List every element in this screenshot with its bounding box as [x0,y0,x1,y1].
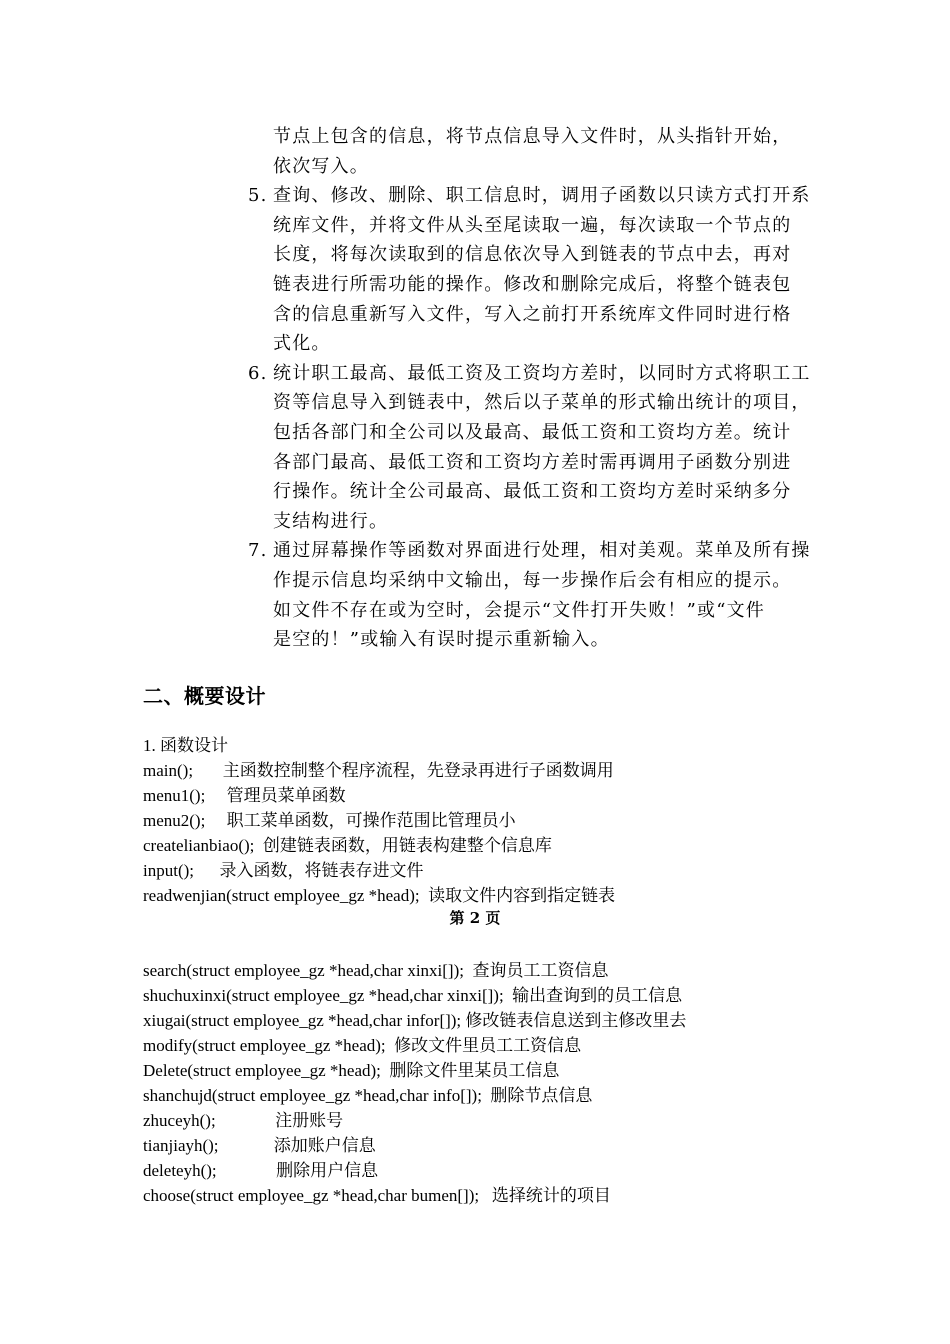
function-row: createlianbiao(); 创建链表函数，用链表构建整个信息库 [143,836,552,855]
function-row: deleteyh(); 删除用户信息 [143,1161,379,1180]
function-row: choose(struct employee_gz *head,char bumen[]); 选择统计的项目 [143,1186,611,1205]
list-line: 作提示信息均采纳中文输出，每一步操作后会有相应的提示。 [273,569,792,591]
list-line: 各部门最高、最低工资和工资均方差时需再调用子函数分别进 [273,451,792,473]
list-number: 6. [248,362,268,384]
function-row: shanchujd(struct employee_gz *head,char info[]); 删除节点信息 [143,1086,593,1105]
section-heading: 二、概要设计 [143,684,266,708]
numbered-list [248,122,828,655]
list-line: 是空的！”或输入有误时提示重新输入。 [273,629,610,651]
list-number: 5. [248,185,268,207]
function-row: 1. 函数设计 [143,736,228,755]
function-row: xiugai(struct employee_gz *head,char infor[]); 修改链表信息送到主修改里去 [143,1011,687,1030]
list-line: 式化。 [273,333,331,355]
list-line: 长度，将每次读取到的信息依次导入到链表的节点中去，再对 [273,244,792,266]
list-line: 行操作。统计全公司最高、最低工资和工资均方差时采纳多分 [273,481,792,503]
function-list-top [143,733,615,908]
list-line: 统计职工最高、最低工资及工资均方差时，以同时方式将职工工 [273,362,811,384]
list-line: 统库文件，并将文件从头至尾读取一遍，每次读取一个节点的 [273,214,792,236]
page-number: 第 2 页 [449,909,501,927]
list-item-7 [248,536,828,654]
function-list-bottom [143,958,686,1208]
function-row: input(); 录入函数，将链表存进文件 [143,861,424,880]
list-item-5 [248,181,828,359]
list-line: 依次写入。 [273,155,369,177]
list-line: 查询、修改、删除、职工信息时，调用子函数以只读方式打开系 [273,185,811,207]
list-line: 资等信息导入到链表中，然后以子菜单的形式输出统计的项目， [273,392,811,414]
list-line: 如文件不存在或为空时，会提示“文件打开失败！”或“文件 [273,599,766,621]
function-row: main(); 主函数控制整个程序流程，先登录再进行子函数调用 [143,761,614,780]
list-number: 7. [248,540,268,562]
list-line: 包括各部门和全公司以及最高、最低工资和工资均方差。统计 [273,421,792,443]
list-line: 链表进行所需功能的操作。修改和删除完成后，将整个链表包 [273,273,792,295]
list-line: 支结构进行。 [273,510,389,532]
list-line: 通过屏幕操作等函数对界面进行处理，相对美观。菜单及所有操 [273,540,811,562]
function-row: shuchuxinxi(struct employee_gz *head,char xinxi[]); 输出查询到的员工信息 [143,986,683,1005]
list-item-continued [248,122,828,181]
function-row: search(struct employee_gz *head,char xinxi[]); 查询员工工资信息 [143,961,609,980]
function-row: readwenjian(struct employee_gz *head); 读取文件内容到指定链表 [143,886,616,905]
function-row: menu2(); 职工菜单函数，可操作范围比管理员小 [143,811,516,830]
function-row: zhuceyh(); 注册账号 [143,1111,344,1130]
function-row: menu1(); 管理员菜单函数 [143,786,346,805]
list-item-6 [248,359,828,537]
function-row: modify(struct employee_gz *head); 修改文件里员工工资信息 [143,1036,582,1055]
function-row: Delete(struct employee_gz *head); 删除文件里某员工信息 [143,1061,560,1080]
function-row: tianjiayh(); 添加账户信息 [143,1136,376,1155]
list-line: 节点上包含的信息，将节点信息导入文件时，从头指针开始， [273,126,792,147]
list-line: 含的信息重新写入文件，写入之前打开系统库文件同时进行格 [273,303,792,325]
